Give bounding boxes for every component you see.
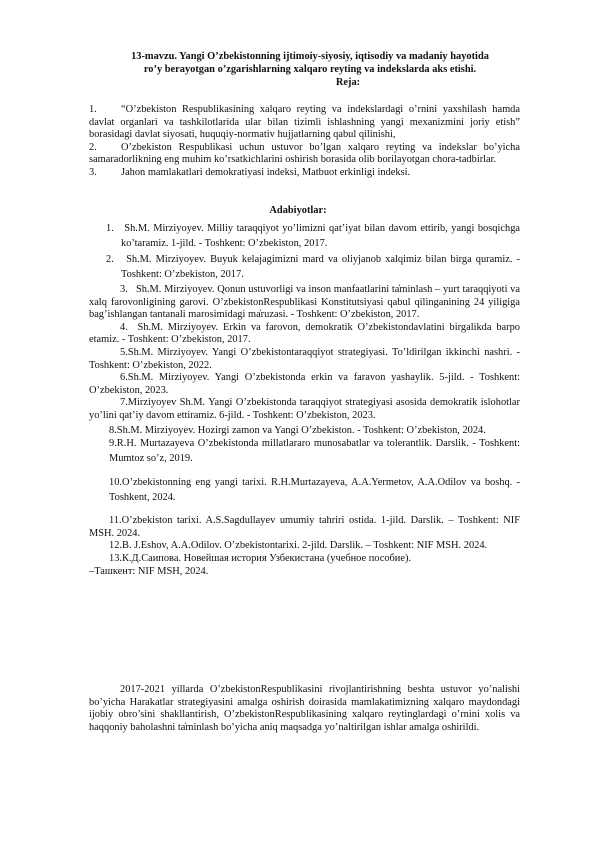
title-line-1: 13-mavzu. Yangi O’zbekistonning ijtimoiy-siyosiy, iqtisodiy va madaniy hayotida <box>131 51 489 62</box>
references-heading: Adabiyotlar: <box>269 205 327 216</box>
plan-list <box>89 104 520 180</box>
plan-item-text: O’zbekiston Respublikasi uchun ustuvor bo’lgan xalqaro reyting va indekslar bo’yicha samaradorlikning eng muhim ko’rsatkichlarini oshirish borasida olib borilayotgan chora-tadbirlar. <box>89 141 520 166</box>
plan-item-number: 1. <box>89 104 97 115</box>
reference-item: –Ташкент: NIF MSH, 2024. <box>89 565 209 577</box>
plan-item-number: 2. <box>89 141 97 153</box>
plan-item <box>89 142 520 167</box>
reference-item: 12.B. J.Eshov, A.A.Odilov. O’zbekistontarixi. 2-jild. Darslik. – Toshkent: NIF MSH. 2024. <box>109 540 488 552</box>
reference-item: 2. Sh.M. Mirziyoyev. Buyuk kelajagimizni mard va oliyjanob xalqimiz bilan birga quramiz. - Toshkent: O’zbekiston, 2017. <box>106 254 520 280</box>
reference-item: 4. Sh.M. Mirziyoyev. Erkin va farovon, demokratik O’zbekistondavlatini birgalikda barpo etamiz. - Toshkent: O’zbekiston, 2017. <box>89 321 520 346</box>
plan-item-text: Jahon mamlakatlari demokratiyasi indeksi, Matbuot erkinligi indeksi. <box>121 166 411 178</box>
reference-item: 3. Sh.M. Mirziyoyev. Qonun ustuvorligi va inson manfaatlarini ta̓minlash – yurt taraqqiyoti va xalq farovonligining garovi. O’zbekistonRespublikasi Konstitutsiyasi qabul qilinganining 24 yiligiga bag’ishlangan tantanali marosimidagi ma̓ruzasi. - Toshkent: O’zbekiston, 2017. <box>89 284 520 321</box>
reference-item: 5.Sh.M. Mirziyoyev. Yangi O’zbekistontaraqqiyot strategiyasi. To’ldirilgan ikkinchi nashri. - Toshkent: O’zbekiston, 2022. <box>89 346 520 371</box>
reference-item: 6.Sh.M. Mirziyoyev. Yangi O’zbekistonda erkin va faravon yashaylik. 5-jild. - Toshkent: O’zbekiston, 2023. <box>89 372 520 396</box>
title-line-2: ro’y berayotgan o’zgarishlarning xalqaro reyting va indekslarda aks etishi. <box>143 63 477 75</box>
references-list <box>89 222 520 578</box>
reference-item: 7.Mirziyoyev Sh.M. Yangi O’zbekistonda taraqqiyot strategiyasi asosida demokratik islohotlar yo’lini qat’iy davom ettiramiz. 6-jild. - Toshkent: O’zbekiston, 2023. <box>89 397 520 421</box>
reference-item: 8.Sh.M. Mirziyoyev. Hozirgi zamon va Yangi O’zbekiston. - Toshkent: O’zbekiston, 2024. <box>109 424 486 436</box>
topic-title <box>100 51 520 77</box>
plan-item <box>89 104 520 142</box>
closing-text: 2017-2021 yillarda O’zbekistonRespublikasini rivojlantirishning beshta ustuvor yo’nalishi bo’yicha Harakatlar strategiyasini amalga oshirish doirasida mamlakatimizning xalqaro maydondagi ijobiy obro’sini shakllantirish, O’zbekistonRespublikasining xalqaro reytinglardagi o’rnini xolis va haqqoniy baholashni ta̓minlash bo’yicha aniq maqsadga yo’naltirilgan ishlar amalga oshirildi. <box>89 684 520 733</box>
closing-paragraph <box>89 684 520 734</box>
reference-item: 13.К.Д.Саипова. Новейшая история Узбекистана (учебное пособие). <box>109 552 412 564</box>
plan-item <box>89 167 520 180</box>
reference-item: 11.O’zbekiston tarixi. A.S.Sagdullayev umumiy tahriri ostida. 1-jild. Darslik. – Toshkent: NIF MSH. 2024. <box>89 515 520 539</box>
plan-item-text: “O’zbekiston Respublikasining xalqaro reyting va indekslardagi o’rnini yaxshilash hamda davlat organlari va tashkilotlarida ular bilan tizimli ishlashning yangi mexanizmini joriy etish” borasidagi davlat siyosati, huquqiy-normativ hujjatlarning qabul qilinishi, <box>89 104 520 141</box>
reference-item: 1. Sh.M. Mirziyoyev. Milliy taraqqiyot yo’limizni qat’iyat bilan davom ettirib, yangi bosqichga ko’taramiz. 1-jild. - Toshkent: O’zbekiston, 2017. <box>106 223 520 249</box>
plan-heading: Reja: <box>335 77 361 88</box>
reference-item: 9.R.H. Murtazayeva O’zbekistonda millatlararo munosabatlar va tolerantlik. Darslik. - Toshkent: Mumtoz so’z, 2019. <box>109 438 520 464</box>
plan-item-number: 3. <box>89 166 97 178</box>
reference-item: 10.O’zbekistonning eng yangi tarixi. R.H.Murtazayeva, A.A.Yermetov, A.A.Odilov va boshq. - Toshkent, 2024. <box>109 477 520 503</box>
